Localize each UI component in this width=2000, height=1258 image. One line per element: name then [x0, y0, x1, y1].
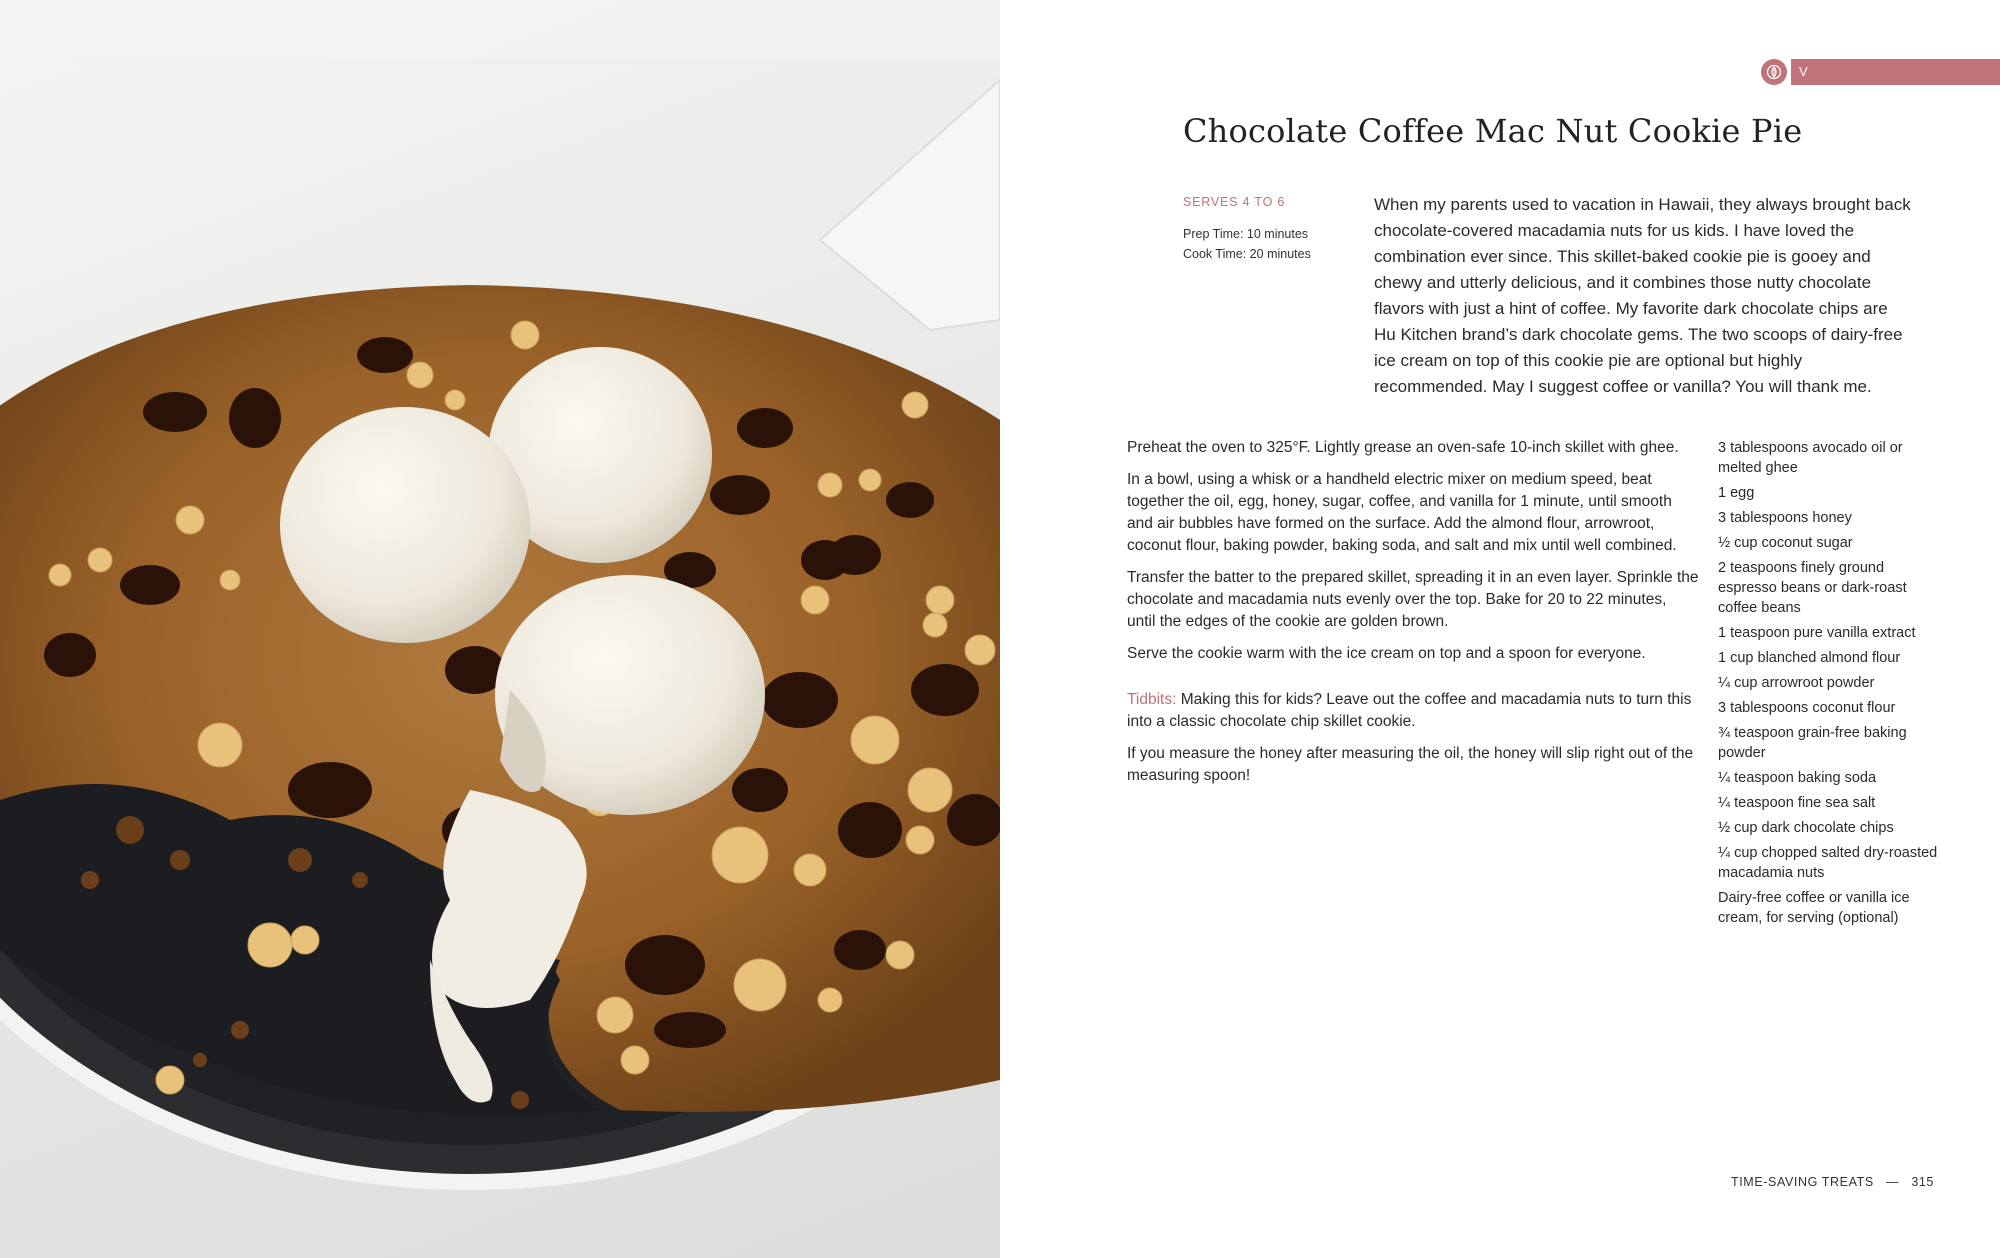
step-1: Preheat the oven to 325°F. Lightly grease an oven-safe 10-inch skillet with ghee.	[1127, 439, 1679, 456]
ingredient-item: Dairy-free coffee or vanilla ice cream, for serving (optional)	[1718, 890, 1910, 926]
tidbits-text: Making this for kids? Leave out the coffee and macadamia nuts to turn this into a classic chocolate chip skillet cookie.	[1127, 691, 1692, 730]
ingredient-item: ¾ teaspoon grain-free baking powder	[1718, 725, 1907, 761]
recipe-steps	[1127, 437, 1699, 797]
ingredient-item: ½ cup coconut sugar	[1718, 535, 1853, 551]
ingredient-list	[1718, 438, 1940, 933]
diet-badge-label: V	[1791, 59, 2000, 85]
page-number: 315	[1911, 1175, 1934, 1189]
ingredient-item: 1 teaspoon pure vanilla extract	[1718, 625, 1916, 641]
ingredient-item: 1 egg	[1718, 485, 1755, 501]
honey-tip: If you measure the honey after measuring the oil, the honey will slip right out of the measuring spoon!	[1127, 745, 1694, 784]
time-info	[1183, 224, 1311, 264]
ingredient-item: 3 tablespoons coconut flour	[1718, 700, 1896, 716]
recipe-title: Chocolate Coffee Mac Nut Cookie Pie	[1183, 112, 1803, 150]
ingredient-item: ¼ teaspoon baking soda	[1718, 770, 1877, 786]
ingredient-item: 1 cup blanched almond flour	[1718, 650, 1901, 666]
ingredient-item: ¼ cup arrowroot powder	[1718, 675, 1875, 691]
footer-separator: —	[1885, 1175, 1900, 1189]
vegetarian-leaf-icon	[1761, 59, 1787, 85]
ingredient-item: ¼ cup chopped salted dry-roasted macadamia nuts	[1718, 845, 1938, 881]
serves-label: SERVES 4 TO 6	[1183, 195, 1286, 209]
step-4: Serve the cookie warm with the ice cream on top and a spoon for everyone.	[1127, 645, 1646, 662]
prep-time: Prep Time: 10 minutes	[1183, 227, 1309, 241]
recipe-intro: When my parents used to vacation in Hawaii, they always brought back chocolate-covered macadamia nuts for us kids. I have loved the combination ever since. This skillet-baked cookie pie is gooey and chewy and utterly delicious, and it combines those nutty chocolate flavors with just a hint of coffee. My favorite dark chocolate chips are Hu Kitchen brand’s dark chocolate gems. The two scoops of dairy-free ice cream on top of this cookie pie are optional but highly recommended. May I suggest coffee or vanilla? You will thank me.	[1374, 195, 1911, 396]
step-3: Transfer the batter to the prepared skillet, spreading it in an even layer. Sprinkle the chocolate and macadamia nuts evenly over the top. Bake for 20 to 22 minutes, until the edges of the cookie are golden brown.	[1127, 569, 1699, 630]
ingredient-item: 2 teaspoons finely ground espresso beans or dark-roast coffee beans	[1718, 560, 1907, 616]
ingredient-item: ¼ teaspoon fine sea salt	[1718, 795, 1876, 811]
cook-time: Cook Time: 20 minutes	[1183, 247, 1311, 261]
diet-badge	[1761, 58, 2000, 85]
step-2: In a bowl, using a whisk or a handheld electric mixer on medium speed, beat together the oil, egg, honey, sugar, coffee, and vanilla for 1 minute, until smooth and air bubbles have formed on the surface. Add the almond flour, arrowroot, coconut flour, baking powder, baking soda, and salt and mix until well combined.	[1127, 471, 1677, 554]
ingredient-item: ½ cup dark chocolate chips	[1718, 820, 1894, 836]
page-footer	[1731, 1175, 1934, 1189]
ingredient-item: 3 tablespoons honey	[1718, 510, 1852, 526]
section-name: TIME-SAVING TREATS	[1731, 1175, 1874, 1189]
ingredient-item: 3 tablespoons avocado oil or melted ghee	[1718, 440, 1903, 476]
tidbits-note	[1127, 689, 1699, 733]
tidbits-label: Tidbits:	[1127, 691, 1177, 708]
